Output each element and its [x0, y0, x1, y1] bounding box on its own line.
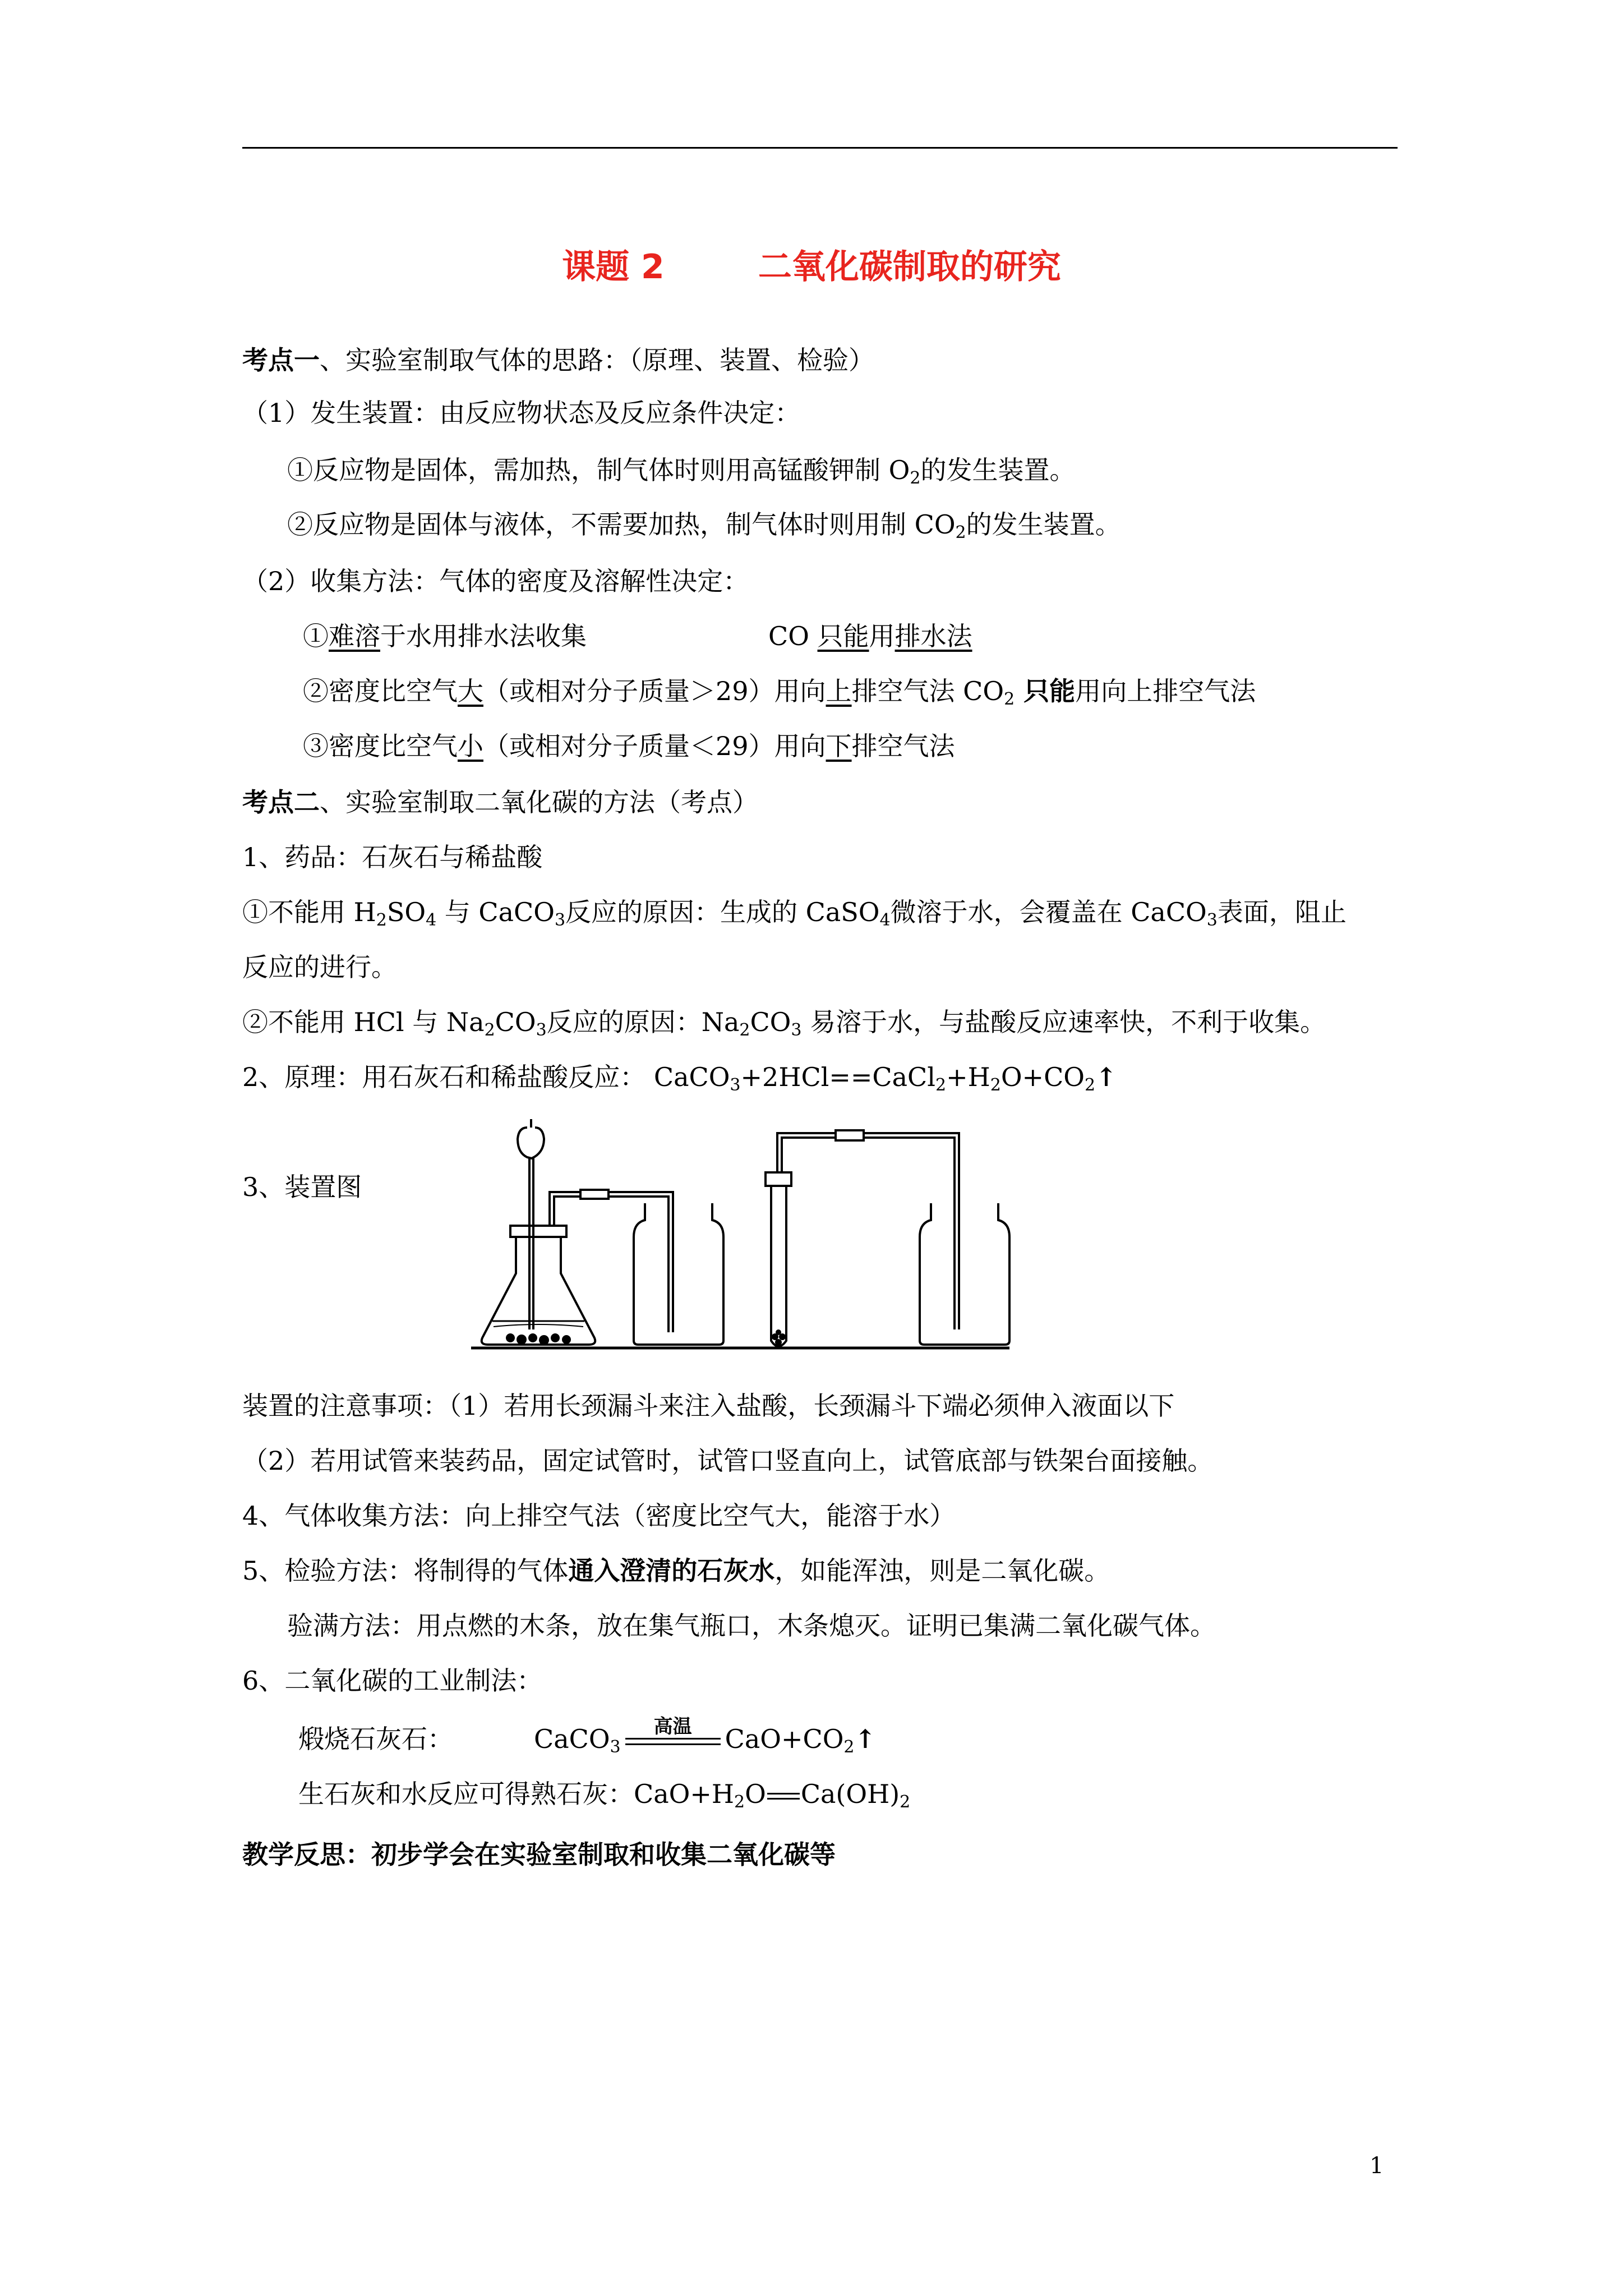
calcination-equation — [534, 1715, 877, 1757]
lime-s2: 2 — [900, 1792, 911, 1812]
calc-left-sub: 3 — [610, 1737, 621, 1757]
point2-item5 — [242, 1554, 1110, 1588]
point2-item5b: 验满方法：用点燃的木条，放在集气瓶口，木条熄灭。证明已集满二氧化碳气体。 — [287, 1611, 1216, 1641]
item5-post: ，如能浑浊，则是二氧化碳。 — [774, 1556, 1110, 1586]
r1-b: SO — [386, 897, 426, 927]
lime-s1: 2 — [734, 1792, 745, 1812]
point1-s1a — [287, 453, 1075, 487]
s2b-underline2: 上 — [826, 676, 852, 706]
item5-bold: 通入澄清的石灰水 — [568, 1556, 775, 1586]
r2-s3: 2 — [739, 1020, 750, 1040]
gas-jar-1 — [634, 1203, 723, 1345]
item2-c: +H — [946, 1062, 990, 1092]
s2c-underline2: 下 — [826, 731, 852, 761]
calc-label: 煅烧石灰石： — [298, 1724, 453, 1754]
title-topic: 二氧化碳制取的研究 — [758, 247, 1061, 287]
s2c-mid: （或相对分子质量＜29）用向 — [483, 731, 826, 761]
s2b-mid: （或相对分子质量＞29）用向 — [483, 676, 826, 706]
item2-s2: 2 — [935, 1075, 947, 1095]
item2-arrow: ↑ — [1095, 1062, 1117, 1092]
r2-s4: 3 — [791, 1020, 802, 1040]
lime-c: Ca(OH) — [800, 1779, 900, 1809]
lime-b: O — [745, 1779, 766, 1809]
point1-s2c — [303, 729, 955, 763]
r1-f: 表面，阻止 — [1217, 897, 1347, 927]
s2a-co: CO — [768, 621, 818, 651]
point1-s2a — [303, 619, 587, 653]
r2-c: 反应的原因：Na — [546, 1007, 740, 1037]
point2-item1: 1、药品：石灰石与稀盐酸 — [242, 842, 543, 872]
r2-s2: 3 — [536, 1020, 547, 1040]
s1a-post: 的发生装置。 — [920, 455, 1076, 485]
lime-a: 生石灰和水反应可得熟石灰：CaO+H — [298, 1779, 734, 1809]
point2-text: 、实验室制取二氧化碳的方法（考点） — [320, 787, 758, 817]
s2a-only: 只能 — [817, 621, 869, 651]
page-title — [0, 240, 1623, 288]
s2b-underline: 大 — [458, 676, 483, 706]
item2-s3: 2 — [990, 1075, 1001, 1095]
apparatus-diagram — [460, 1114, 1021, 1360]
s2a-use: 用 — [869, 621, 895, 651]
item2-s4: 2 — [1085, 1075, 1096, 1095]
long-neck-funnel — [518, 1119, 544, 1329]
title-lesson: 课题 2 — [562, 247, 665, 287]
test-tube — [766, 1130, 959, 1346]
calcination-line — [298, 1722, 453, 1756]
point1-s2: （2）收集方法：气体的密度及溶解性决定： — [242, 566, 749, 596]
r2-s1: 2 — [484, 1020, 495, 1040]
point2-heading — [242, 785, 758, 819]
header-rule — [242, 147, 1398, 149]
s2a-mid: 于水用排水法收集 — [380, 621, 587, 651]
calc-right-sub: 2 — [843, 1737, 855, 1757]
point1-label: 考点一 — [242, 345, 320, 375]
point1-heading — [242, 343, 874, 377]
r2-b: CO — [495, 1007, 536, 1037]
erlenmeyer-flask — [482, 1226, 596, 1345]
item2-b: +2HCl==CaCl — [740, 1062, 935, 1092]
s1b-post: 的发生装置。 — [966, 509, 1121, 540]
notes-line2: （2）若用试管来装药品，固定试管时，试管口竖直向上，试管底部与铁架台面接触。 — [242, 1446, 1214, 1476]
item2-d: O+CO — [1000, 1062, 1085, 1092]
s2a-underline: 难溶 — [329, 621, 380, 651]
delivery-tube-1 — [550, 1190, 673, 1332]
calc-condition: 高温 — [653, 1715, 692, 1738]
s1b-pre: ②反应物是固体与液体，不需要加热，制气体时则用制 CO — [287, 509, 956, 540]
calc-right-a: CaO+CO — [725, 1724, 844, 1754]
point2-reason1-cont: 反应的进行。 — [242, 952, 397, 982]
item5-pre: 5、检验方法：将制得的气体 — [242, 1556, 569, 1586]
r1-a: ①不能用 H — [242, 897, 376, 927]
r1-s1: 2 — [376, 910, 387, 930]
point2-item2 — [242, 1060, 1117, 1094]
s2b-post: 排空气法 CO — [851, 676, 1004, 706]
point1-s1: （1）发生装置：由反应物状态及反应条件决定： — [242, 398, 801, 428]
s1a-sub: 2 — [910, 468, 921, 488]
s2b-pre: ②密度比空气 — [303, 676, 458, 706]
point1-text: 、实验室制取气体的思路：（原理、装置、检验） — [320, 345, 874, 375]
point1-s1b — [287, 508, 1121, 541]
reaction-condition-arrow — [625, 1715, 721, 1756]
double-line-equals — [766, 1777, 801, 1811]
point1-s2b — [303, 674, 1256, 708]
point2-item4: 4、气体收集方法：向上排空气法（密度比空气大，能溶于水） — [242, 1501, 956, 1531]
s2b-sub: 2 — [1004, 689, 1015, 709]
s1b-sub: 2 — [955, 523, 966, 542]
point2-label: 考点二 — [242, 787, 320, 817]
item2-s1: 3 — [730, 1075, 741, 1095]
slaked-lime-line — [298, 1777, 910, 1811]
r1-s5: 3 — [1206, 910, 1218, 930]
item2-a: 2、原理：用石灰石和稀盐酸反应： CaCO — [242, 1062, 730, 1092]
point2-reason1 — [242, 895, 1347, 929]
notes-line1: 装置的注意事项：（1）若用长颈漏斗来注入盐酸，长颈漏斗下端必须伸入液面以下 — [242, 1391, 1175, 1421]
s2a-method: 排水法 — [895, 621, 972, 651]
point1-s2a-co — [768, 619, 972, 653]
s2c-pre: ③密度比空气 — [303, 731, 458, 761]
r1-d: 反应的原因：生成的 CaSO — [565, 897, 880, 927]
r1-e: 微溶于水，会覆盖在 CaCO — [890, 897, 1207, 927]
r1-c: 与 CaCO — [436, 897, 555, 927]
s2b-end: 用向上排空气法 — [1075, 676, 1256, 706]
s2b-only: 只能 — [1015, 676, 1076, 706]
calc-left: CaCO — [534, 1724, 610, 1754]
s2c-post: 排空气法 — [851, 731, 955, 761]
r2-a: ②不能用 HCl 与 Na — [242, 1007, 485, 1037]
r1-s2: 4 — [426, 910, 437, 930]
page-number: 1 — [1370, 2153, 1384, 2179]
r1-s3: 3 — [554, 910, 566, 930]
point2-reason2 — [242, 1005, 1326, 1039]
calc-arrow: ↑ — [854, 1724, 877, 1754]
gas-jar-2 — [920, 1203, 1009, 1345]
r1-s4: 4 — [879, 910, 891, 930]
s2a-pre: ① — [303, 621, 329, 651]
point2-item6: 6、二氧化碳的工业制法： — [242, 1665, 543, 1696]
teaching-reflection: 教学反思：初步学会在实验室制取和收集二氧化碳等 — [242, 1839, 836, 1870]
point2-item3: 3、装置图 — [242, 1172, 362, 1202]
s1a-pre: ①反应物是固体，需加热，制气体时则用高锰酸钾制 O — [287, 455, 910, 485]
s2c-underline: 小 — [458, 731, 483, 761]
r2-e: 易溶于水，与盐酸反应速率快，不利于收集。 — [801, 1007, 1326, 1037]
r2-d: CO — [750, 1007, 791, 1037]
